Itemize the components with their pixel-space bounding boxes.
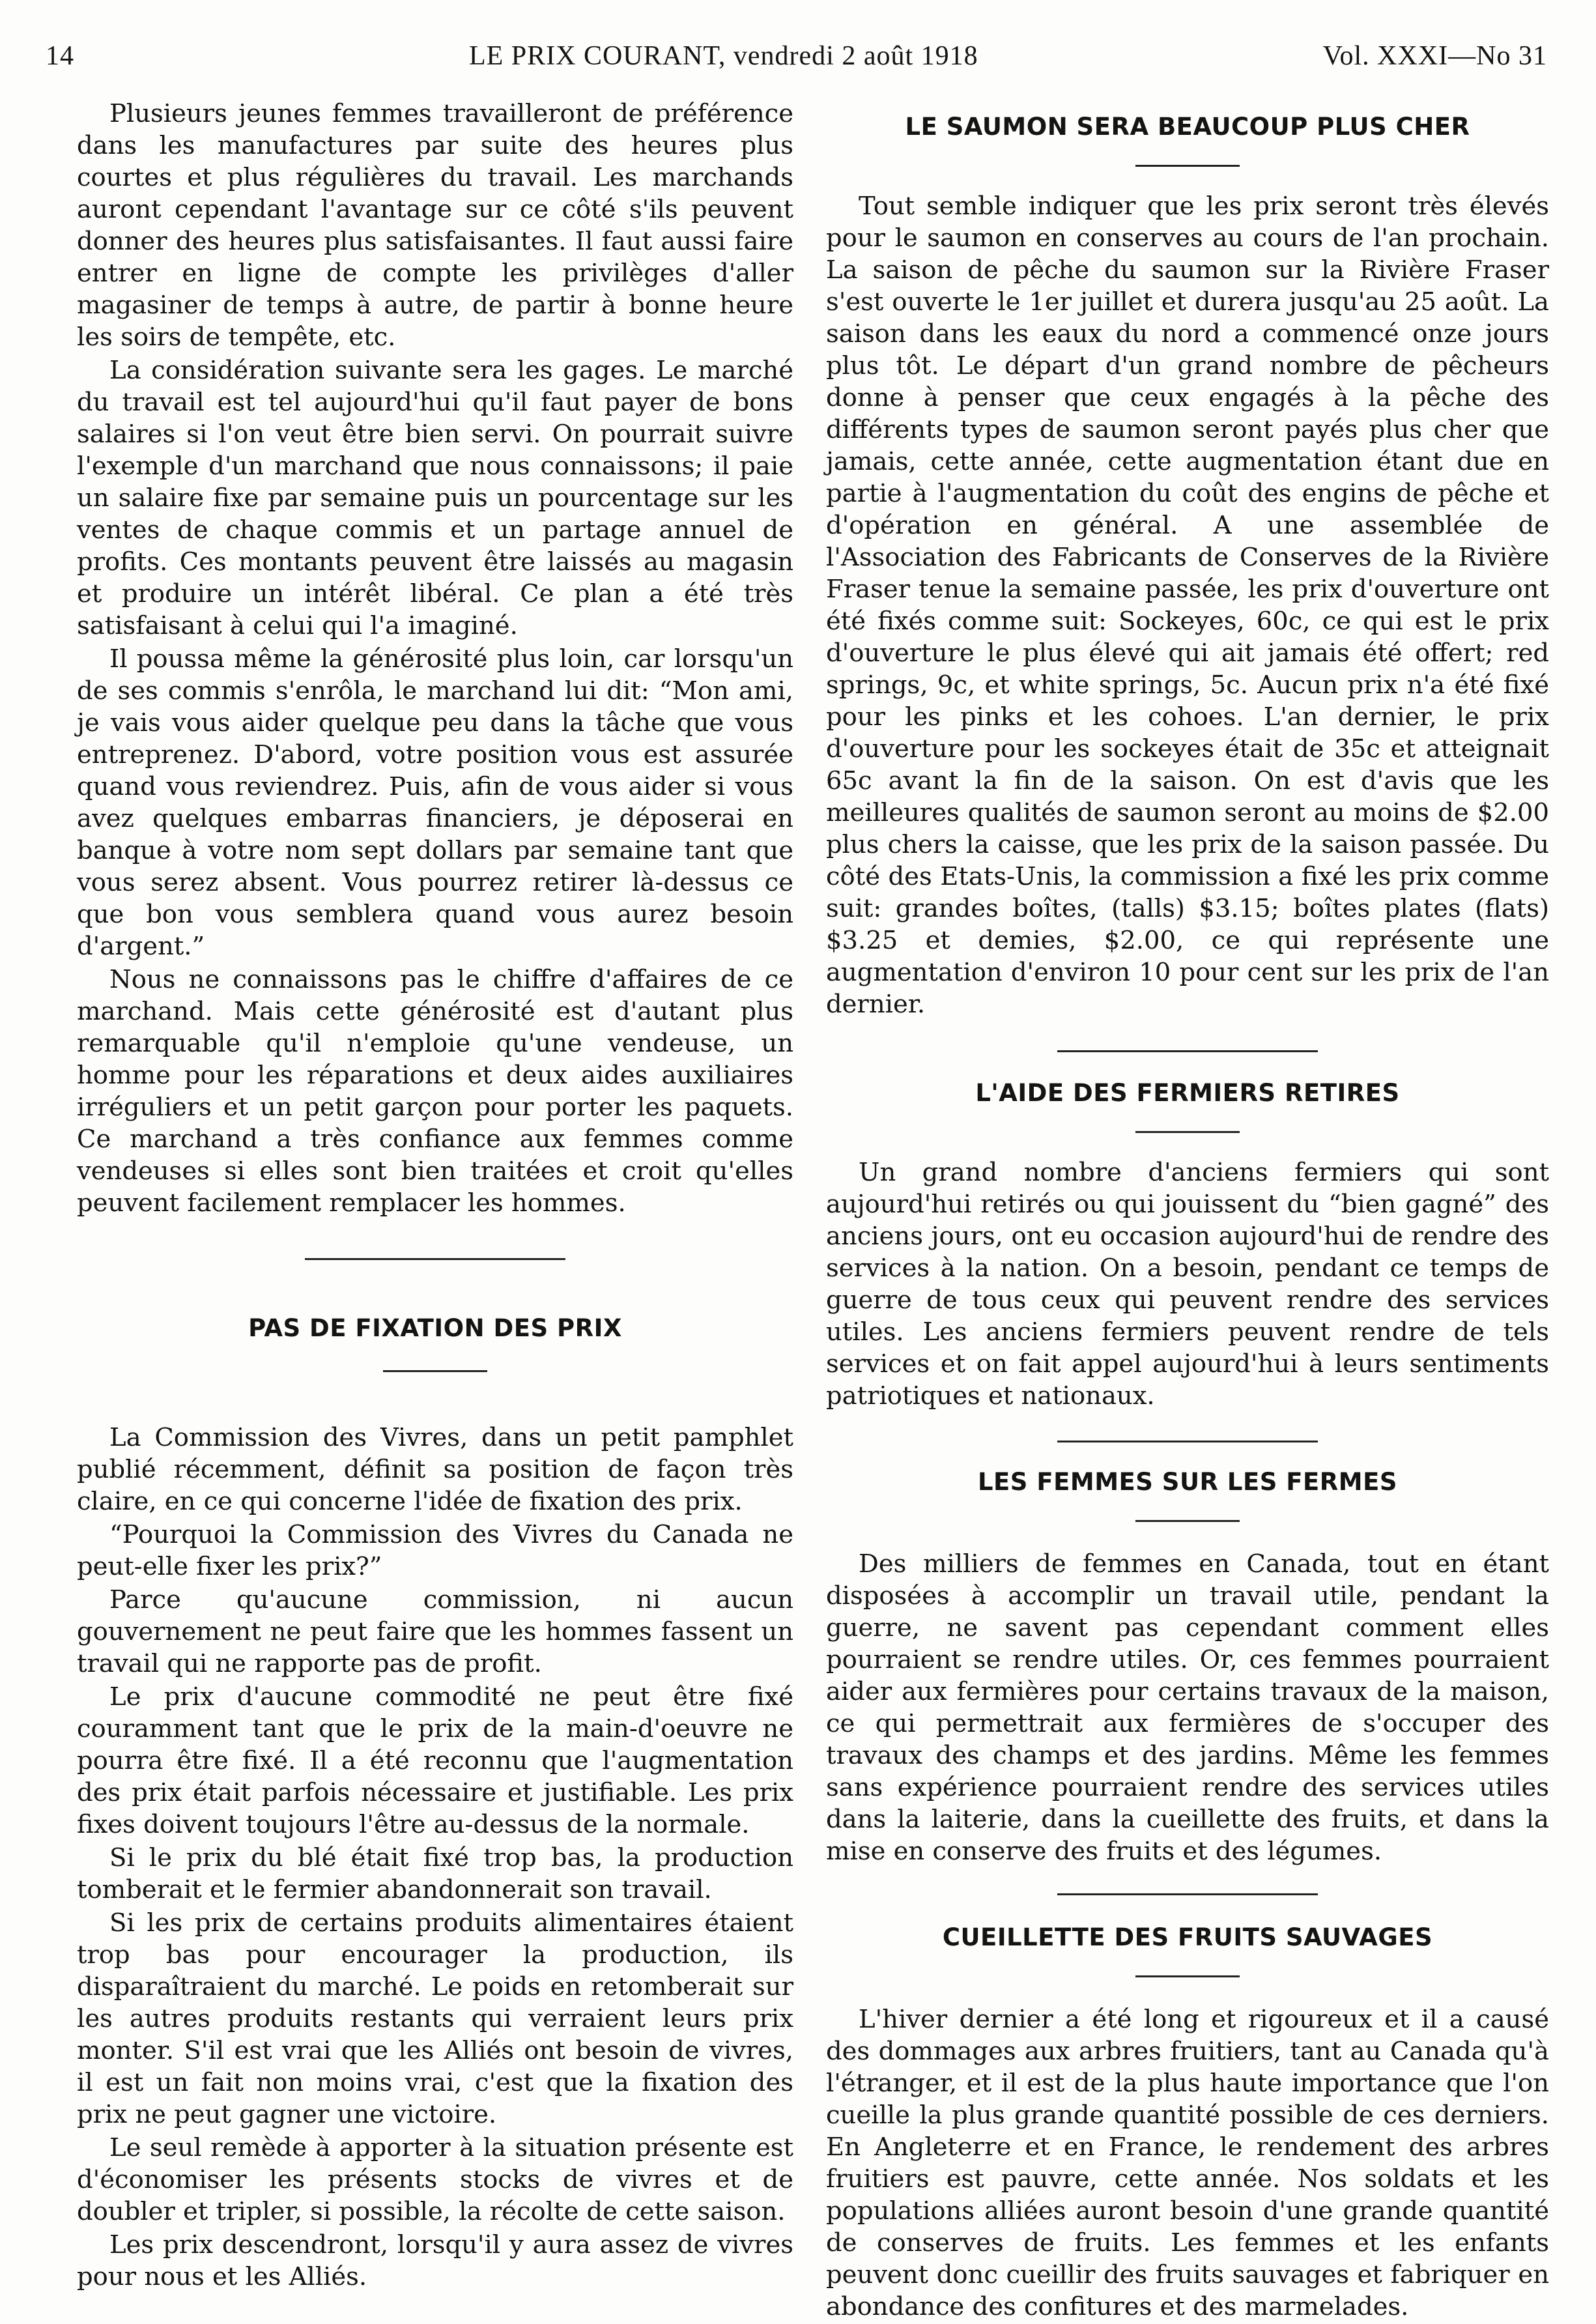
- paragraph: “Pourquoi la Commission des Vivres du Canada ne peut-elle fixer les prix?”: [77, 1520, 793, 1581]
- section-divider: [1057, 1893, 1318, 1895]
- article-vendeuses: [77, 98, 793, 1219]
- section-heading: CUEILLETTE DES FRUITS SAUVAGES: [942, 1923, 1433, 1951]
- paragraph: Des milliers de femmes en Canada, tout en étant disposées à accomplir un travail utile, pendant la guerre, ne savent pas cependant comment elles pourraient se rendre utiles. Or, ces femmes pourraient aider aux fermières pour certains travaux de la maison, ce qui permettrait aux fermières de s'occuper des travaux des champs et des jardins. Même les femmes sans expérience pourraient rendre des services utiles dans la laiterie, dans la cueillette des fruits, et dans la mise en conserve des fruits et des légumes.: [826, 1549, 1549, 1866]
- article-fixation-prix: [77, 1258, 793, 2293]
- paragraph: L'hiver dernier a été long et rigoureux et il a causé des dommages aux arbres fruitiers, tant au Canada qu'à l'étranger, et il est de la plus haute importance que l'on cueille la plus grande quantité possible de ces derniers. En Angleterre et en France, le rendement des arbres fruitiers est pauvre, cette année. Nos soldats et les populations alliées auront besoin d'une grande quantité de conserves de fruits. Les femmes et les enfants peuvent donc cueillir des fruits sauvages et fabriquer en abondance des confitures et des marmelades.: [826, 2005, 1549, 2321]
- paragraph: Les prix descendront, lorsqu'il y aura assez de vivres pour nous et les Alliés.: [77, 2230, 793, 2291]
- paragraph: Le seul remède à apporter à la situation présente est d'économiser les présents stocks de vivres et de doubler et tripler, si possible, la récolte de cette saison.: [77, 2133, 793, 2226]
- page-header: [39, 40, 1547, 86]
- section-divider: [1057, 1441, 1318, 1442]
- heading-underline: [1135, 1520, 1240, 1522]
- paragraph: Il poussa même la générosité plus loin, car lorsqu'un de ses commis s'enrôla, le marchand lui dit: “Mon ami, je vais vous aider quelque peu dans la tâche que vous entreprenez. D'abord, votre position vous est assurée quand vous reviendrez. Puis, afin de vous aider si vous avez quelques embarras financiers, je déposerai en banque à votre nom sept dollars par semaine tant que vous serez absent. Vous pourrez retirer là-dessus ce que bon vous semblera quand vous aurez besoin d'argent.”: [77, 644, 793, 961]
- article-cueillette: [826, 1893, 1549, 2323]
- paragraph: Si le prix du blé était fixé trop bas, la production tomberait et le fermier abandonnerait son travail.: [77, 1843, 793, 1904]
- section-divider: [1057, 1050, 1318, 1052]
- article-femmes-fermes: [826, 1441, 1549, 1867]
- heading-underline: [1135, 1131, 1240, 1133]
- section-heading: L'AIDE DES FERMIERS RETIRES: [975, 1079, 1400, 1107]
- page-number: 14: [46, 41, 74, 71]
- article-saumon: [826, 111, 1549, 1020]
- section-divider: [305, 1258, 565, 1260]
- paragraph: La Commission des Vivres, dans un petit pamphlet publié récemment, définit sa position de façon très claire, en ce qui concerne l'idée de fixation des prix.: [77, 1423, 793, 1516]
- section-heading: LE SAUMON SERA BEAUCOUP PLUS CHER: [905, 113, 1470, 141]
- paragraph: Parce qu'aucune commission, ni aucun gouvernement ne peut faire que les hommes fassent un travail qui ne rapporte pas de profit.: [77, 1585, 793, 1678]
- paragraph: Le prix d'aucune commodité ne peut être fixé couramment tant que le prix de la main-d'oeuvre ne pourra être fixé. Il a été reconnu que l'augmentation des prix était parfois nécessaire et justifiable. Les prix fixes doivent toujours l'être au-dessus de la normale.: [77, 1682, 793, 1839]
- paragraph: Un grand nombre d'anciens fermiers qui sont aujourd'hui retirés ou qui jouissent du “bien gagné” des anciens jours, ont eu occasion aujourd'hui de rendre des services à la nation. On a besoin, pendant ce temps de guerre de tous ceux qui peuvent rendre des services utiles. Les anciens fermiers peuvent rendre de tels services et on fait appel aujourd'hui à leurs sentiments patriotiques et nationaux.: [826, 1158, 1549, 1411]
- heading-underline: [1135, 165, 1240, 167]
- right-column: [826, 98, 1549, 2324]
- article-fermiers: [826, 1050, 1549, 1412]
- running-title: LE PRIX COURANT, vendredi 2 août 1918: [469, 41, 978, 71]
- section-heading: LES FEMMES SUR LES FERMES: [977, 1468, 1398, 1496]
- heading-underline: [1135, 1975, 1240, 1977]
- section-heading: PAS DE FIXATION DES PRIX: [248, 1314, 622, 1342]
- paragraph: La considération suivante sera les gages. Le marché du travail est tel aujourd'hui qu'il faut payer de bons salaires si l'on veut être bien servi. On pourrait suivre l'exemple d'un marchand que nous connaissons; il paie un salaire fixe par semaine puis un pourcentage sur les ventes de chaque commis et un partage annuel de profits. Ces montants peuvent être laissés au magasin et produire un intérêt libéral. Ce plan a été très satisfaisant à celui qui l'a imaginé.: [77, 356, 793, 640]
- paragraph: Plusieurs jeunes femmes travailleront de préférence dans les manufactures par suite des heures plus courtes et plus régulières du travail. Les marchands auront cependant l'avantage sur ce côté s'ils peuvent donner des heures plus satisfaisantes. Il faut aussi faire entrer en ligne de compte les privilèges d'aller magasiner de temps à autre, de partir à bonne heure les soirs de tempête, etc.: [77, 99, 793, 352]
- paragraph: Tout semble indiquer que les prix seront très élevés pour le saumon en conserves au cours de l'an prochain. La saison de pêche du saumon sur la Rivière Fraser s'est ouverte le 1er juillet et durera jusqu'au 25 août. La saison dans les eaux du nord a commencé onze jours plus tôt. Le départ d'un grand nombre de pêcheurs donne à penser que ceux engagés à la pêche des différents types de saumon seront payés plus cher que jamais, cette année, cette augmentation étant due en partie à l'augmentation du coût des engins de pêche et d'opération en général. A une assemblée de l'Association des Fabricants de Conserves de la Rivière Fraser tenue la semaine passée, les prix d'ouverture ont été fixés comme suit: Sockeyes, 60c, ce qui est le prix d'ouverture le plus élevé qui ait jamais été offert; red springs, 9c, et white springs, 5c. Aucun prix n'a été fixé pour les pinks et les cohoes. L'an dernier, le prix d'ouverture pour les sockeyes était de 35c et atteignait 65c avant la fin de la saison. On est d'avis que les meilleures qualités de saumon seront au moins de $2.00 plus chers la caisse, que les prix de la saison passée. Du côté des Etats-Unis, la commission a fixé les prix comme suit: grandes boîtes, (talls) $3.15; boîtes plates (flats) $3.25 et demies, $2.00, ce qui représente une augmentation d'environ 10 pour cent sur les prix de l'an dernier.: [826, 192, 1549, 1019]
- heading-underline: [383, 1370, 487, 1372]
- paragraph: Nous ne connaissons pas le chiffre d'affaires de ce marchand. Mais cette générosité est d'autant plus remarquable qu'il n'emploie qu'une vendeuse, un homme pour les réparations et deux aides auxiliaires irréguliers et un petit garçon pour porter les paquets. Ce marchand a très confiance aux femmes comme vendeuses si elles sont bien traitées et croit qu'elles peuvent facilement remplacer les hommes.: [77, 965, 793, 1218]
- volume-number: Vol. XXXI—No 31: [1322, 41, 1547, 71]
- paragraph: Si les prix de certains produits alimentaires étaient trop bas pour encourager la production, ils disparaîtraient du marché. Le poids en retomberait sur les autres produits restants qui verraient leurs prix monter. S'il est vrai que les Alliés ont besoin de vivres, il est un fait non moins vrai, c'est que la fixation des prix ne peut gagner une victoire.: [77, 1908, 793, 2129]
- left-column: [77, 98, 793, 2294]
